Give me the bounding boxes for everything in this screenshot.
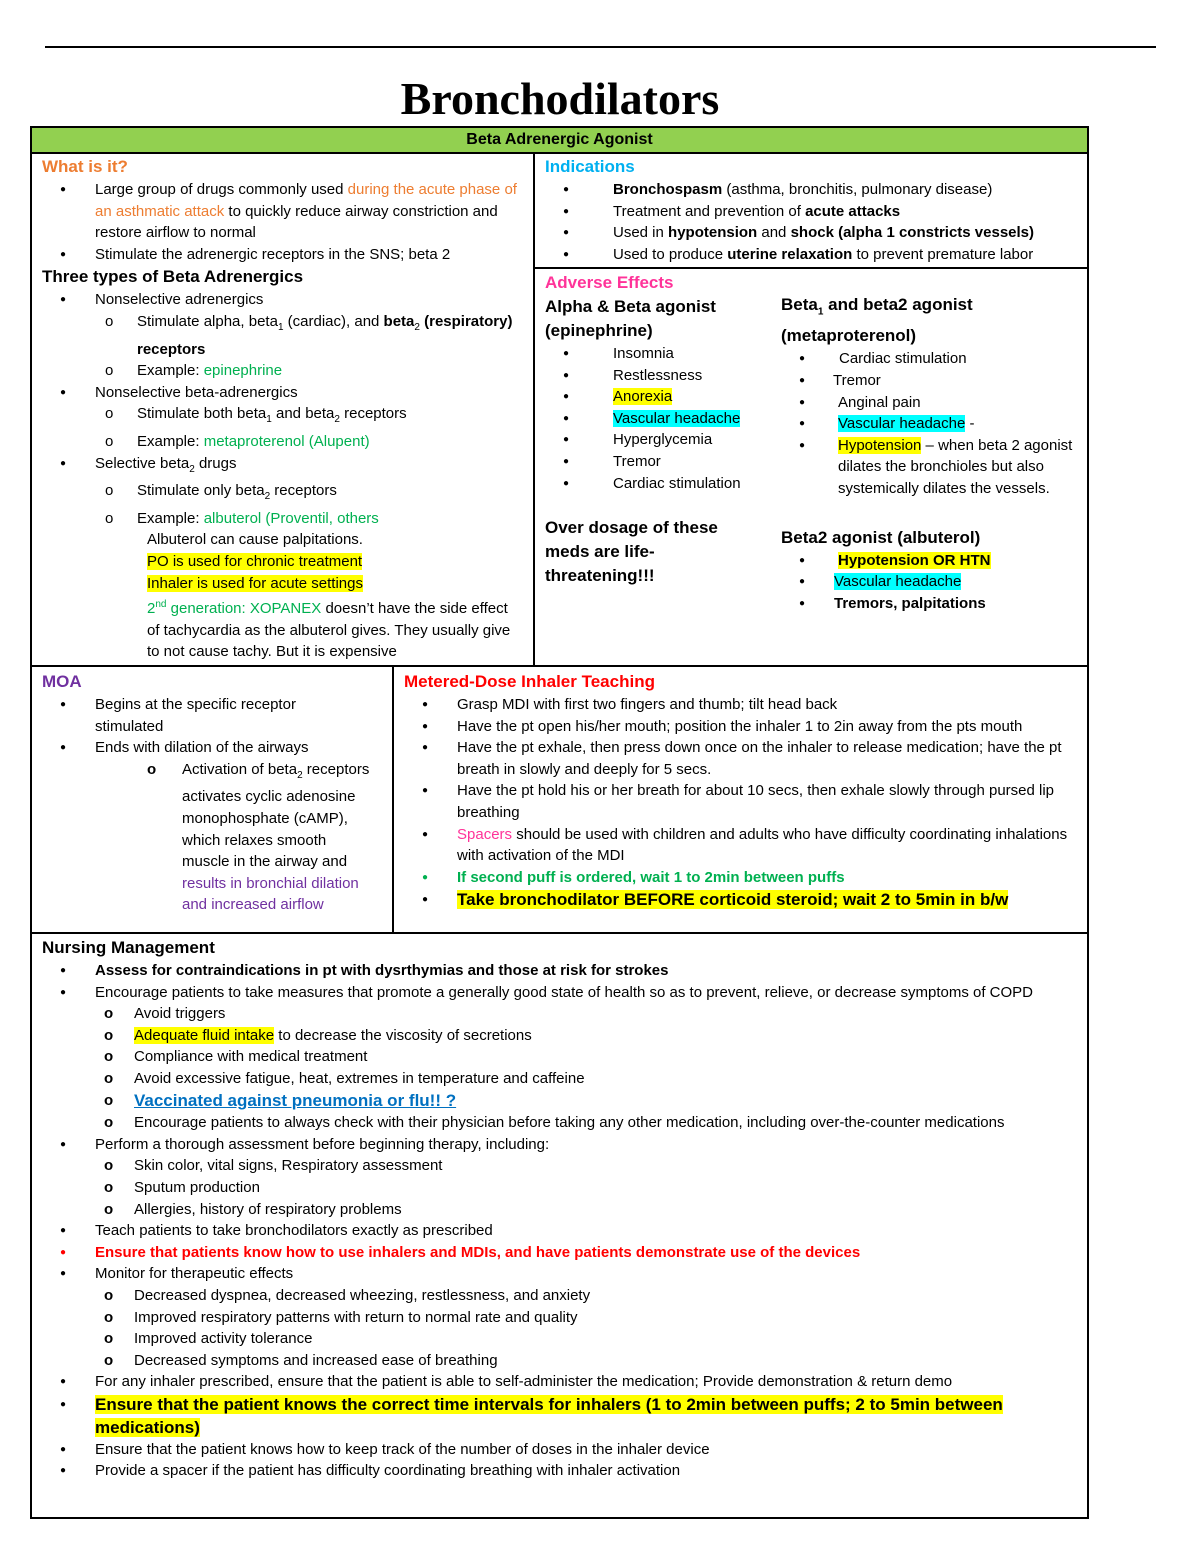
top-rule (45, 46, 1156, 48)
text: Cardiac stimulation (839, 350, 967, 368)
list-item (42, 431, 532, 453)
list-item: ● Ensure that patients know how to use inhalers and MDIs, and have patients demonstrate use of the devices (42, 1242, 1087, 1264)
list-item: ● Nonselective adrenergics (42, 289, 532, 311)
list-item: ● Perform a thorough assessment before beginning therapy, including: (42, 1134, 1087, 1156)
list-item (42, 508, 532, 530)
note-block (42, 594, 532, 620)
table-header: Beta Adrenergic Agonist (30, 126, 1089, 154)
note-block (42, 573, 532, 595)
col2-title (781, 293, 1087, 348)
list-item (545, 179, 1087, 201)
text: Insomnia (613, 345, 674, 362)
list-item (42, 480, 532, 508)
list-item (42, 311, 532, 360)
list-item: o Sputum production (42, 1177, 1087, 1199)
vaccine-link[interactable]: Vaccinated against pneumonia or flu!! ? (134, 1090, 457, 1110)
list-item (781, 593, 1087, 615)
text: hypotension (668, 224, 758, 242)
text: 2 (264, 491, 271, 503)
types-heading: Three types of Beta Adrenergics (42, 267, 304, 287)
list-item: o Improved respiratory patterns with return to normal rate and quality (42, 1307, 1087, 1329)
text: Anginal pain (838, 393, 921, 411)
text: uterine relaxation (727, 245, 853, 263)
list-item: ● Monitor for therapeutic effects (42, 1263, 1087, 1285)
note-highlight: PO is used for chronic treatment (147, 552, 363, 570)
text: beta (383, 312, 415, 330)
text: Tremor (833, 371, 881, 389)
text: Bronchospasm (613, 181, 723, 198)
moa-heading: MOA (42, 672, 82, 691)
list-item: o Encourage patients to always check with their physician before taking any other medication, including over-the-counter medications (42, 1112, 1087, 1134)
list-item: o Avoid triggers (42, 1003, 1087, 1025)
list-item: o Decreased dyspnea, decreased wheezing, restlessness, and anxiety (42, 1285, 1087, 1307)
text: 1 (266, 414, 272, 426)
list-item: ● Encourage patients to take measures that promote a generally good state of health so as to prevent, relieve, or decrease symptoms of COPD (42, 982, 1087, 1004)
mdi-cell (394, 670, 1088, 912)
list-item: ● Assess for contraindications in pt with dysrthymias and those at risk for strokes (42, 960, 1087, 982)
list-item: ● Nonselective beta-adrenergics (42, 382, 532, 404)
text: Stimulate both beta (137, 405, 267, 423)
text: 2 (189, 463, 195, 475)
what-heading: What is it? (42, 157, 128, 176)
list-item (545, 386, 775, 408)
text: receptors (339, 405, 407, 423)
divider-h1 (533, 267, 1089, 269)
list-item: o Allergies, history of respiratory problems (42, 1199, 1087, 1221)
text: Used to produce (613, 245, 728, 263)
text: (respiratory) receptors (137, 312, 513, 358)
nursing-heading: Nursing Management (42, 938, 215, 957)
text: Used in (613, 224, 669, 242)
list-item: ● Teach patients to take bronchodilators exactly as prescribed (42, 1220, 1087, 1242)
list-item: o Improved activity tolerance (42, 1328, 1087, 1350)
divider-h2 (30, 665, 1089, 667)
text: receptors (270, 482, 337, 500)
list-item (545, 201, 1087, 223)
text: – when beta 2 agonist dilates the bronchioles but also systemically dilates the vessels. (838, 436, 1073, 497)
text: Cardiac stimulation (613, 474, 741, 492)
text: Beta (781, 295, 818, 314)
list-item: ● Have the pt hold his or her breath for about 10 secs, then exhale slowly through pursed lip breathing (404, 780, 1088, 823)
list-item (42, 1090, 1087, 1113)
text: to decrease the viscosity of secretions (274, 1026, 532, 1044)
drug-name: albuterol (Proventil, others (203, 509, 379, 527)
list-item (42, 1393, 1087, 1439)
list-item: ● Ends with dilation of the airways (42, 737, 392, 759)
list-item (781, 413, 1087, 435)
text: Selective beta (95, 454, 190, 472)
col3-title: Beta2 agonist (albuterol) (781, 527, 981, 547)
mdi-heading: Metered-Dose Inhaler Teaching (404, 672, 655, 691)
text: Spacers (457, 825, 513, 843)
text: 2 (297, 769, 303, 781)
adverse-heading: Adverse Effects (545, 273, 674, 292)
list-item: ● Grasp MDI with first two fingers and thumb; tilt head back (404, 694, 1088, 716)
indications-heading: Indications (545, 157, 635, 176)
drug-name: metaproterenol (Alupent) (203, 432, 370, 450)
what-is-it-cell (32, 155, 532, 663)
col1-title: Alpha & Beta agonist (epinephrine) (545, 297, 716, 340)
list-item: ● Ensure that the patient knows how to keep track of the number of doses in the inhaler device (42, 1439, 1087, 1461)
text: Stimulate only beta (137, 482, 265, 500)
list-item: o Skin color, vital signs, Respiratory assessment (42, 1155, 1087, 1177)
text: to quickly reduce airway constriction and restore airflow to normal (95, 202, 498, 242)
text-highlight: Vascular headache (834, 573, 962, 591)
list-item: o Compliance with medical treatment (42, 1046, 1087, 1068)
adverse-effects-cell (535, 271, 1087, 295)
text-highlight: Adequate fluid intake (134, 1026, 275, 1044)
nursing-cell (32, 936, 1087, 1482)
list-item: ● Have the pt open his/her mouth; position the inhaler 1 to 2in away from the pts mouth (404, 716, 1088, 738)
text: Example: (137, 509, 204, 527)
list-item (42, 1025, 1087, 1047)
list-item (42, 360, 532, 382)
note-highlight: Inhaler is used for acute settings (147, 574, 363, 592)
list-item: ● Have the pt exhale, then press down once on the inhaler to release medication; have the pt breath in slowly and deeply for 5 secs. (404, 737, 1088, 780)
list-item (42, 179, 532, 244)
moa-cell (32, 670, 392, 916)
text: nd (155, 599, 167, 611)
text: 1 (817, 306, 824, 318)
text: (asthma, bronchitis, pulmonary disease) (722, 181, 993, 198)
indications-cell (535, 155, 1087, 265)
list-item (545, 244, 1087, 266)
adverse-col1 (535, 295, 775, 588)
list-item: o Decreased symptoms and increased ease of breathing (42, 1350, 1087, 1372)
text-highlight: Anorexia (613, 388, 673, 406)
note: of tachycardia as the albuterol gives. They usually give to not cause tachy. But it is expensive (147, 621, 511, 661)
list-item: ● For any inhaler prescribed, ensure that the patient is able to self-administer the medication; Provide demonstration & return demo (42, 1371, 1087, 1393)
text: should be used with children and adults who have difficulty coordinating inhalations with activation of the MDI (457, 825, 1068, 865)
text: 2 (147, 600, 156, 618)
list-item (781, 435, 1087, 500)
list-item (781, 571, 1087, 593)
list-item: o Avoid excessive fatigue, heat, extremes in temperature and caffeine (42, 1068, 1087, 1090)
text-highlight: results in bronchial dilation and increased airflow (182, 874, 359, 914)
list-item (781, 550, 1087, 572)
adverse-col2 (771, 293, 1087, 614)
text: - (965, 415, 975, 433)
text: shock (alpha 1 constricts vessels) (790, 224, 1035, 242)
text: doesn’t have the side effect (321, 600, 508, 618)
text: Example: (137, 432, 204, 450)
list-item (545, 365, 775, 387)
text: Restlessness (613, 366, 703, 384)
text: Large group of drugs commonly used (95, 181, 348, 198)
text: 2 (334, 414, 340, 426)
text: and (757, 224, 791, 242)
text: generation: XOPANEX (166, 600, 322, 618)
text: acute attacks (805, 202, 901, 220)
list-item (545, 429, 775, 451)
text: receptors activates cyclic adenosine monophosphate (cAMP), which relaxes smooth muscle in the airway and (182, 760, 370, 871)
list-item (545, 408, 775, 430)
text: Stimulate alpha, beta (137, 312, 278, 330)
text: (cardiac), and (283, 312, 384, 330)
text-highlight: Vascular headache (838, 415, 966, 433)
list-item: ● Begins at the specific receptor stimulated (42, 694, 392, 737)
divider-h3 (30, 932, 1089, 934)
list-item (545, 473, 775, 495)
text: Tremors, palpitations (834, 594, 986, 612)
text: 2 (414, 321, 420, 333)
text: 1 (277, 321, 284, 333)
overdose-warning: Over dosage of these meds are life-threatening!!! (545, 518, 718, 586)
list-item (781, 392, 1087, 414)
text: and beta2 agonist (metaproterenol) (781, 295, 973, 346)
list-item (545, 451, 775, 473)
list-item: ● Provide a spacer if the patient has difficulty coordinating breathing with inhaler activation (42, 1460, 1087, 1482)
text-highlight: during the acute phase of an asthmatic attack (95, 181, 517, 220)
list-item (781, 370, 1087, 392)
note-block (42, 551, 532, 573)
list-item (42, 759, 392, 916)
text: and beta (271, 405, 335, 423)
text: Activation of beta (182, 760, 298, 778)
list-item (545, 343, 775, 365)
text: Hyperglycemia (613, 431, 713, 449)
text-highlight: Hypotension OR HTN (838, 551, 991, 569)
text: to prevent premature labor (852, 245, 1034, 263)
list-item (42, 453, 532, 481)
page-title: Bronchodilators (400, 73, 720, 124)
list-item (404, 888, 1088, 912)
list-item (545, 222, 1087, 244)
note: Albuterol can cause palpitations. (147, 531, 363, 549)
list-item (404, 824, 1088, 867)
list-item: ● Stimulate the adrenergic receptors in the SNS; beta 2 (42, 244, 532, 266)
list-item: ● If second puff is ordered, wait 1 to 2min between puffs (404, 867, 1088, 889)
list-item (42, 403, 532, 431)
drug-name: epinephrine (203, 362, 283, 380)
text-highlight: Hypotension (838, 436, 922, 454)
text-highlight: Take bronchodilator BEFORE corticoid steroid; wait 2 to 5min in b/w (457, 890, 1009, 910)
text: Treatment and prevention of (613, 202, 806, 220)
text: Example: (137, 362, 204, 380)
text: drugs (194, 454, 237, 472)
text-highlight: Ensure that the patient knows the correct time intervals for inhalers (1 to 2min between puffs; 2 to 5min between medications) (95, 1394, 1003, 1437)
text: Tremor (613, 452, 661, 470)
list-item (781, 348, 1087, 370)
text-highlight: Vascular headache (613, 409, 741, 427)
